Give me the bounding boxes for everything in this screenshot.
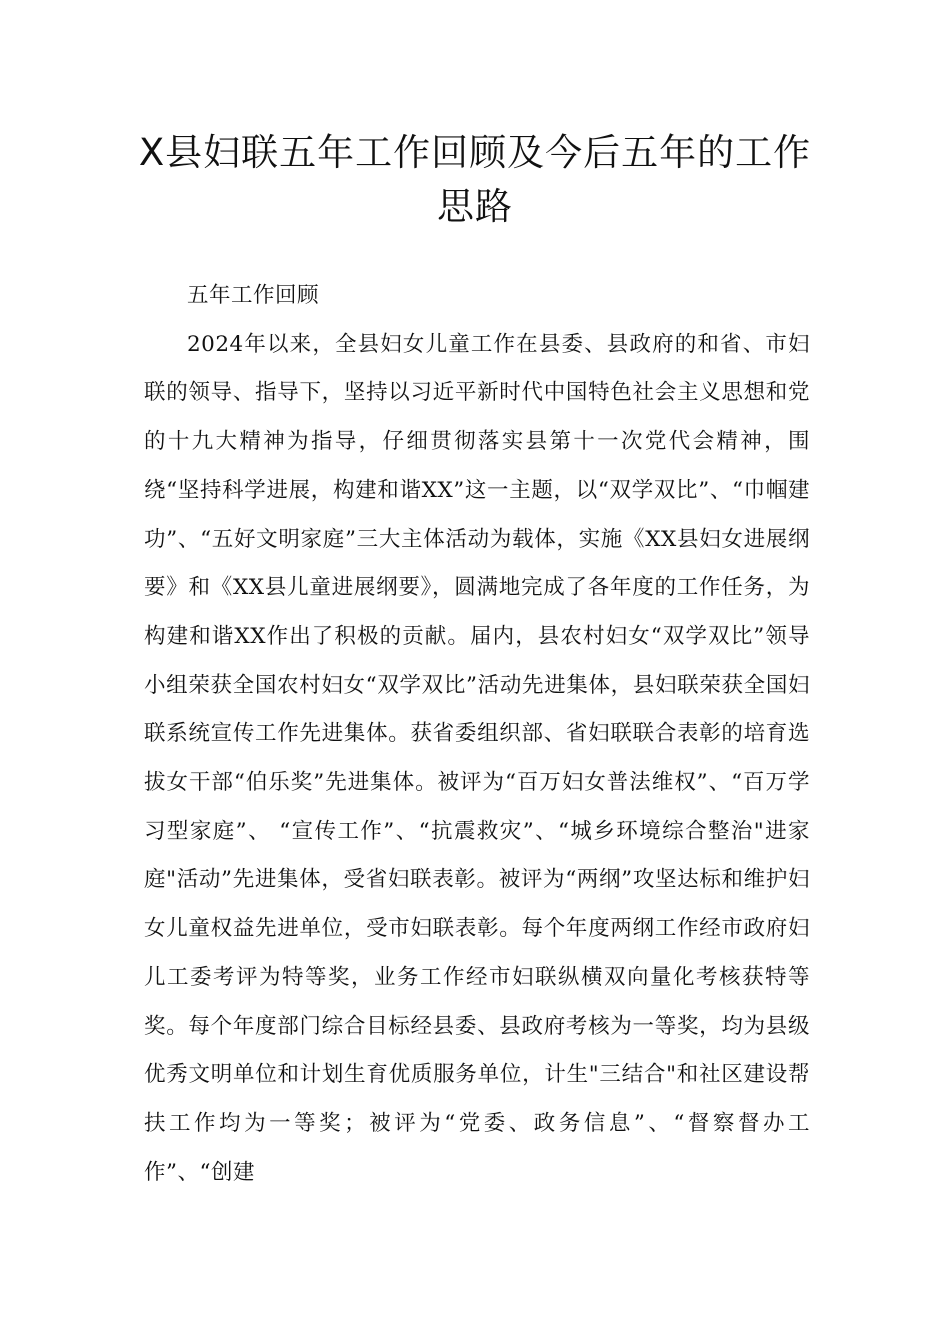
document-title: X县妇联五年工作回顾及今后五年的工作思路 [138, 131, 812, 228]
section-heading: 五年工作回顾 [187, 283, 320, 308]
document-body [144, 272, 810, 1197]
body-paragraph: 2024年以来，全县妇女儿童工作在县委、县政府的和省、市妇联的领导、指导下，坚持以习近平新时代中国特色社会主义思想和党的十九大精神为指导，仔细贯彻落实县第十一次党代会精神，围绕“坚持科学进展，构建和谐XX”这一主题，以“双学双比”、“巾帼建功”、“五好文明家庭”三大主体活动为载体，实施《XX县妇女进展纲要》和《XX县儿童进展纲要》，圆满地完成了各年度的工作任务，为构建和谐XX作出了积极的贡献。届内，县农村妇女“双学双比”领导小组荣获全国农村妇女“双学双比”活动先进集体，县妇联荣获全国妇联系统宣传工作先进集体。获省委组织部、省妇联联合表彰的培育选拔女干部“伯乐奖”先进集体。被评为“百万妇女普法维权”、“百万学习型家庭”、 “宣传工作”、“抗震救灾”、“城乡环境综合整治"进家庭"活动”先进集体，受省妇联表彰。被评为“两纲”攻坚达标和维护妇女儿童权益先进单位，受市妇联表彰。每个年度两纲工作经市政府妇儿工委考评为特等奖，业务工作经市妇联纵横双向量化考核获特等奖。每个年度部门综合目标经县委、县政府考核为一等奖，均为县级优秀文明单位和计划生育优质服务单位，计生"三结合"和社区建设帮扶工作均为一等奖；被评为“党委、政务信息”、“督察督办工作”、“创建 [144, 331, 810, 1185]
